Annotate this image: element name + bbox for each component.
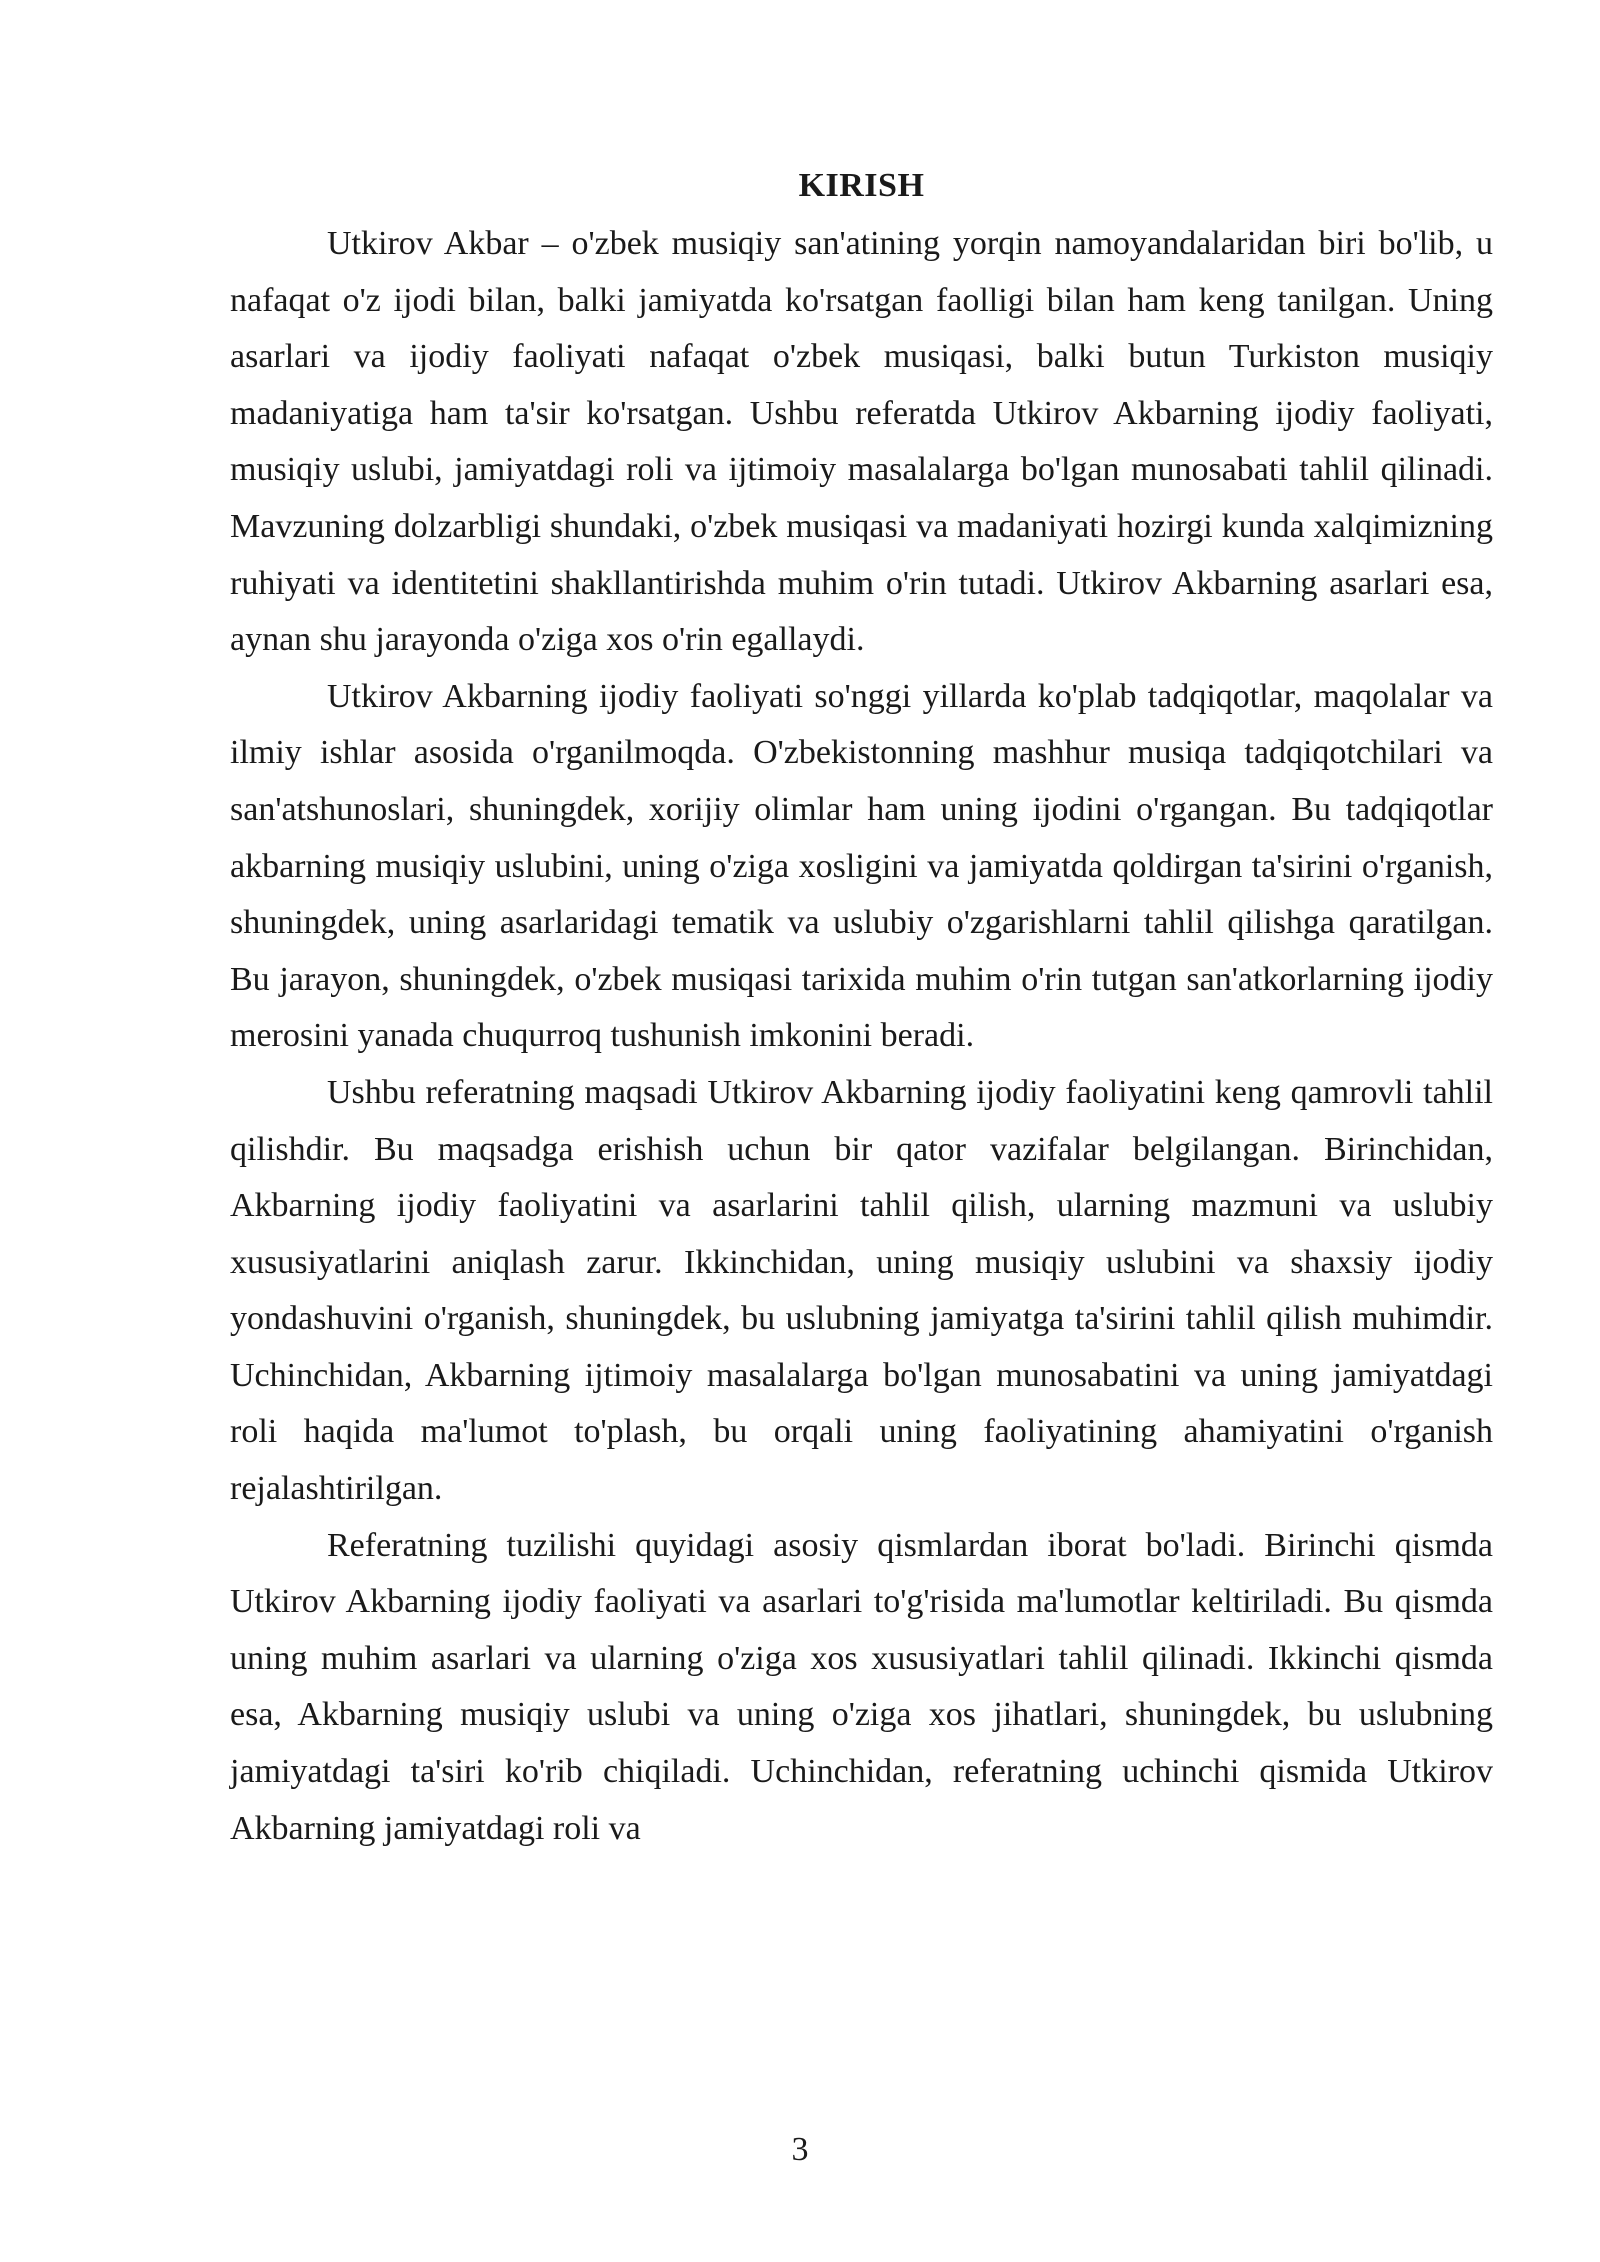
paragraph-3: Ushbu referatning maqsadi Utkirov Akbarning ijodiy faoliyatini keng qamrovli tahlil qilishdir. Bu maqsadga erishish uchun bir qator vazifalar belgilangan. Birinchidan, Akbarning ijodiy faoliyatini va asarlarini tahlil qilish, ularning mazmuni va uslubiy xususiyatlarini aniqlash zarur. Ikkinchidan, uning musiqiy uslubini va shaxsiy ijodiy yondashuvini o'rganish, shuningdek, bu uslubning jamiyatga ta'sirini tahlil qilish muhimdir. Uchinchidan, Akbarning ijtimoiy masalalarga bo'lgan munosabatini va uning jamiyatdagi roli haqida ma'lumot to'plash, bu orqali uning faoliyatining ahamiyatini o'rganish rejalashtirilgan. (230, 1073, 1493, 1508)
paragraph-4: Referatning tuzilishi quyidagi asosiy qismlardan iborat bo'ladi. Birinchi qismda Utkirov Akbarning ijodiy faoliyati va asarlari to'g'risida ma'lumotlar keltiriladi. Bu qismda uning muhim asarlari va ularning o'ziga xos xususiyatlari tahlil qilinadi. Ikkinchi qismda esa, Akbarning musiqiy uslubi va uning o'ziga xos jihatlari, shuningdek, bu uslubning jamiyatdagi ta'siri ko'rib chiqiladi. Uchinchidan, referatning uchinchi qismida Utkirov Akbarning jamiyatdagi roli va (230, 1526, 1493, 1847)
paragraph-1: Utkirov Akbar – o'zbek musiqiy san'atining yorqin namoyandalaridan biri bo'lib, u nafaqat o'z ijodi bilan, balki jamiyatda ko'rsatgan faolligi bilan ham keng tanilgan. Uning asarlari va ijodiy faoliyati nafaqat o'zbek musiqasi, balki butun Turkiston musiqiy madaniyatiga ham ta'sir ko'rsatgan. Ushbu referatda Utkirov Akbarning ijodiy faoliyati, musiqiy uslubi, jamiyatdagi roli va ijtimoiy masalalarga bo'lgan munosabati tahlil qilinadi. Mavzuning dolzarbligi shundaki, o'zbek musiqasi va madaniyati hozirgi kunda xalqimizning ruhiyati va identitetini shakllantirishda muhim o'rin tutadi. Utkirov Akbarning asarlari esa, aynan shu jarayonda o'ziga xos o'rin egallaydi. (230, 225, 1493, 659)
page-number: 3 (791, 2131, 809, 2168)
section-title: KIRISH (798, 167, 925, 204)
page-content (230, 158, 1493, 1857)
paragraph-2: Utkirov Akbarning ijodiy faoliyati so'nggi yillarda ko'plab tadqiqotlar, maqolalar va ilmiy ishlar asosida o'rganilmoqda. O'zbekistonning mashhur musiqa tadqiqotchilari va san'atshunoslari, shuningdek, xorijiy olimlar ham uning ijodini o'rgangan. Bu tadqiqotlar akbarning musiqiy uslubini, uning o'ziga xosligini va jamiyatda qoldirgan ta'sirini o'rganish, shuningdek, uning asarlaridagi tematik va uslubiy o'zgarishlarni tahlil qilishga qaratilgan. Bu jarayon, shuningdek, o'zbek musiqasi tarixida muhim o'rin tutgan san'atkorlarning ijodiy merosini yanada chuqurroq tushunish imkonini beradi. (230, 677, 1493, 1055)
